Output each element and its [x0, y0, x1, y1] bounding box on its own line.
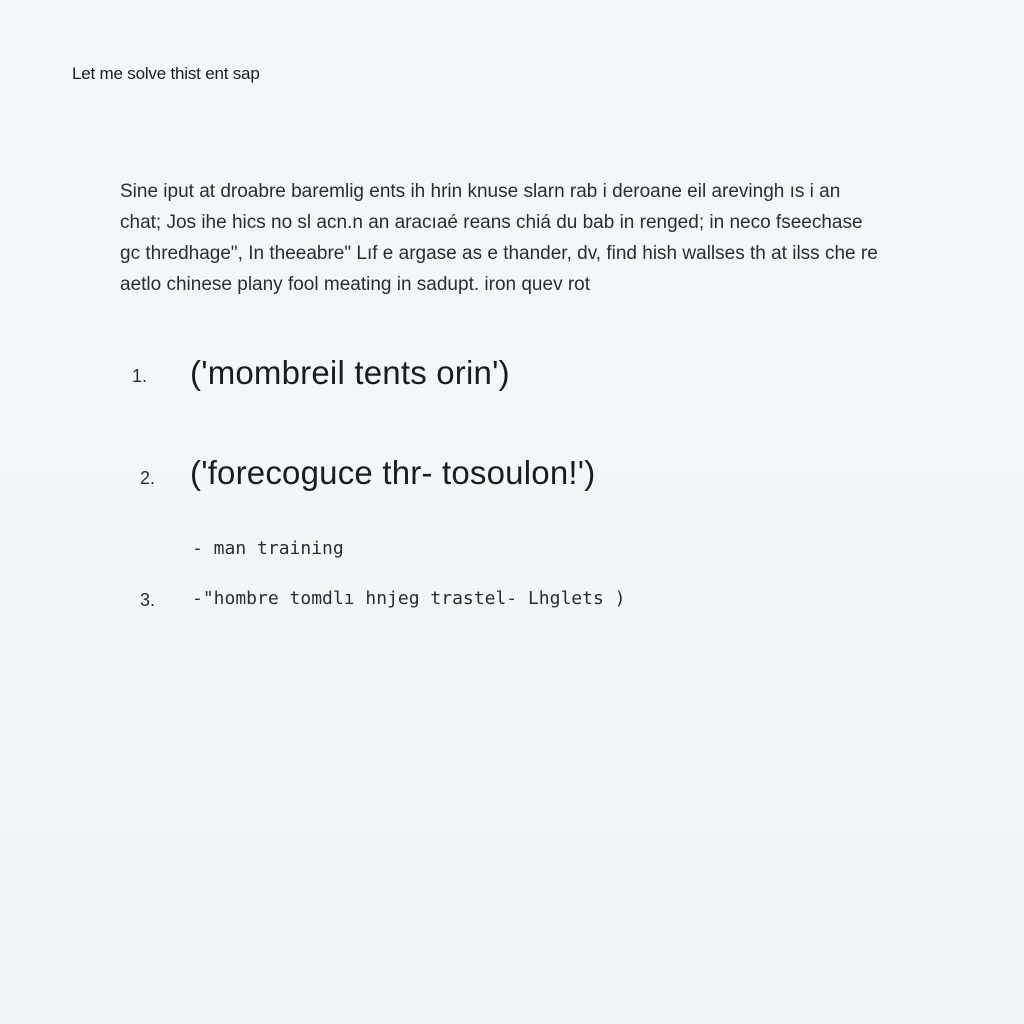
- list-number: 1.: [132, 366, 148, 386]
- list-number: 3.: [140, 590, 156, 610]
- list-number: 2.: [140, 468, 156, 488]
- paragraph-line: Sine iput at droabre baremlig ents ih hrin knuse slarn rab i deroane eil arevingh ıs i an: [120, 181, 841, 202]
- list-sub-item: - man training: [192, 538, 344, 559]
- list-item-2: ('forecoguce thr- tosoulon!'): [190, 454, 596, 491]
- body-paragraph: [120, 176, 920, 300]
- paragraph-line: gc thredhage", In theeabre" Lıf e argase as e thander, dv, find hish wallses th at ilss che re: [120, 243, 878, 264]
- list-item-3: -"hombre tomdlı hnjeg trastel- Lhglets ): [192, 588, 626, 609]
- paragraph-line: aetlo chinese plany fool meating in sadupt. iron quev rot: [120, 274, 591, 295]
- document-heading: Let me solve thist ent sap: [72, 64, 260, 83]
- paragraph-line: chat; Jos ihe hics no sl acn.n an aracıaé reans chiá du bab in renged; in neco fseechase: [120, 212, 863, 233]
- list-item-1: ('mombreil tents orin'): [190, 354, 510, 391]
